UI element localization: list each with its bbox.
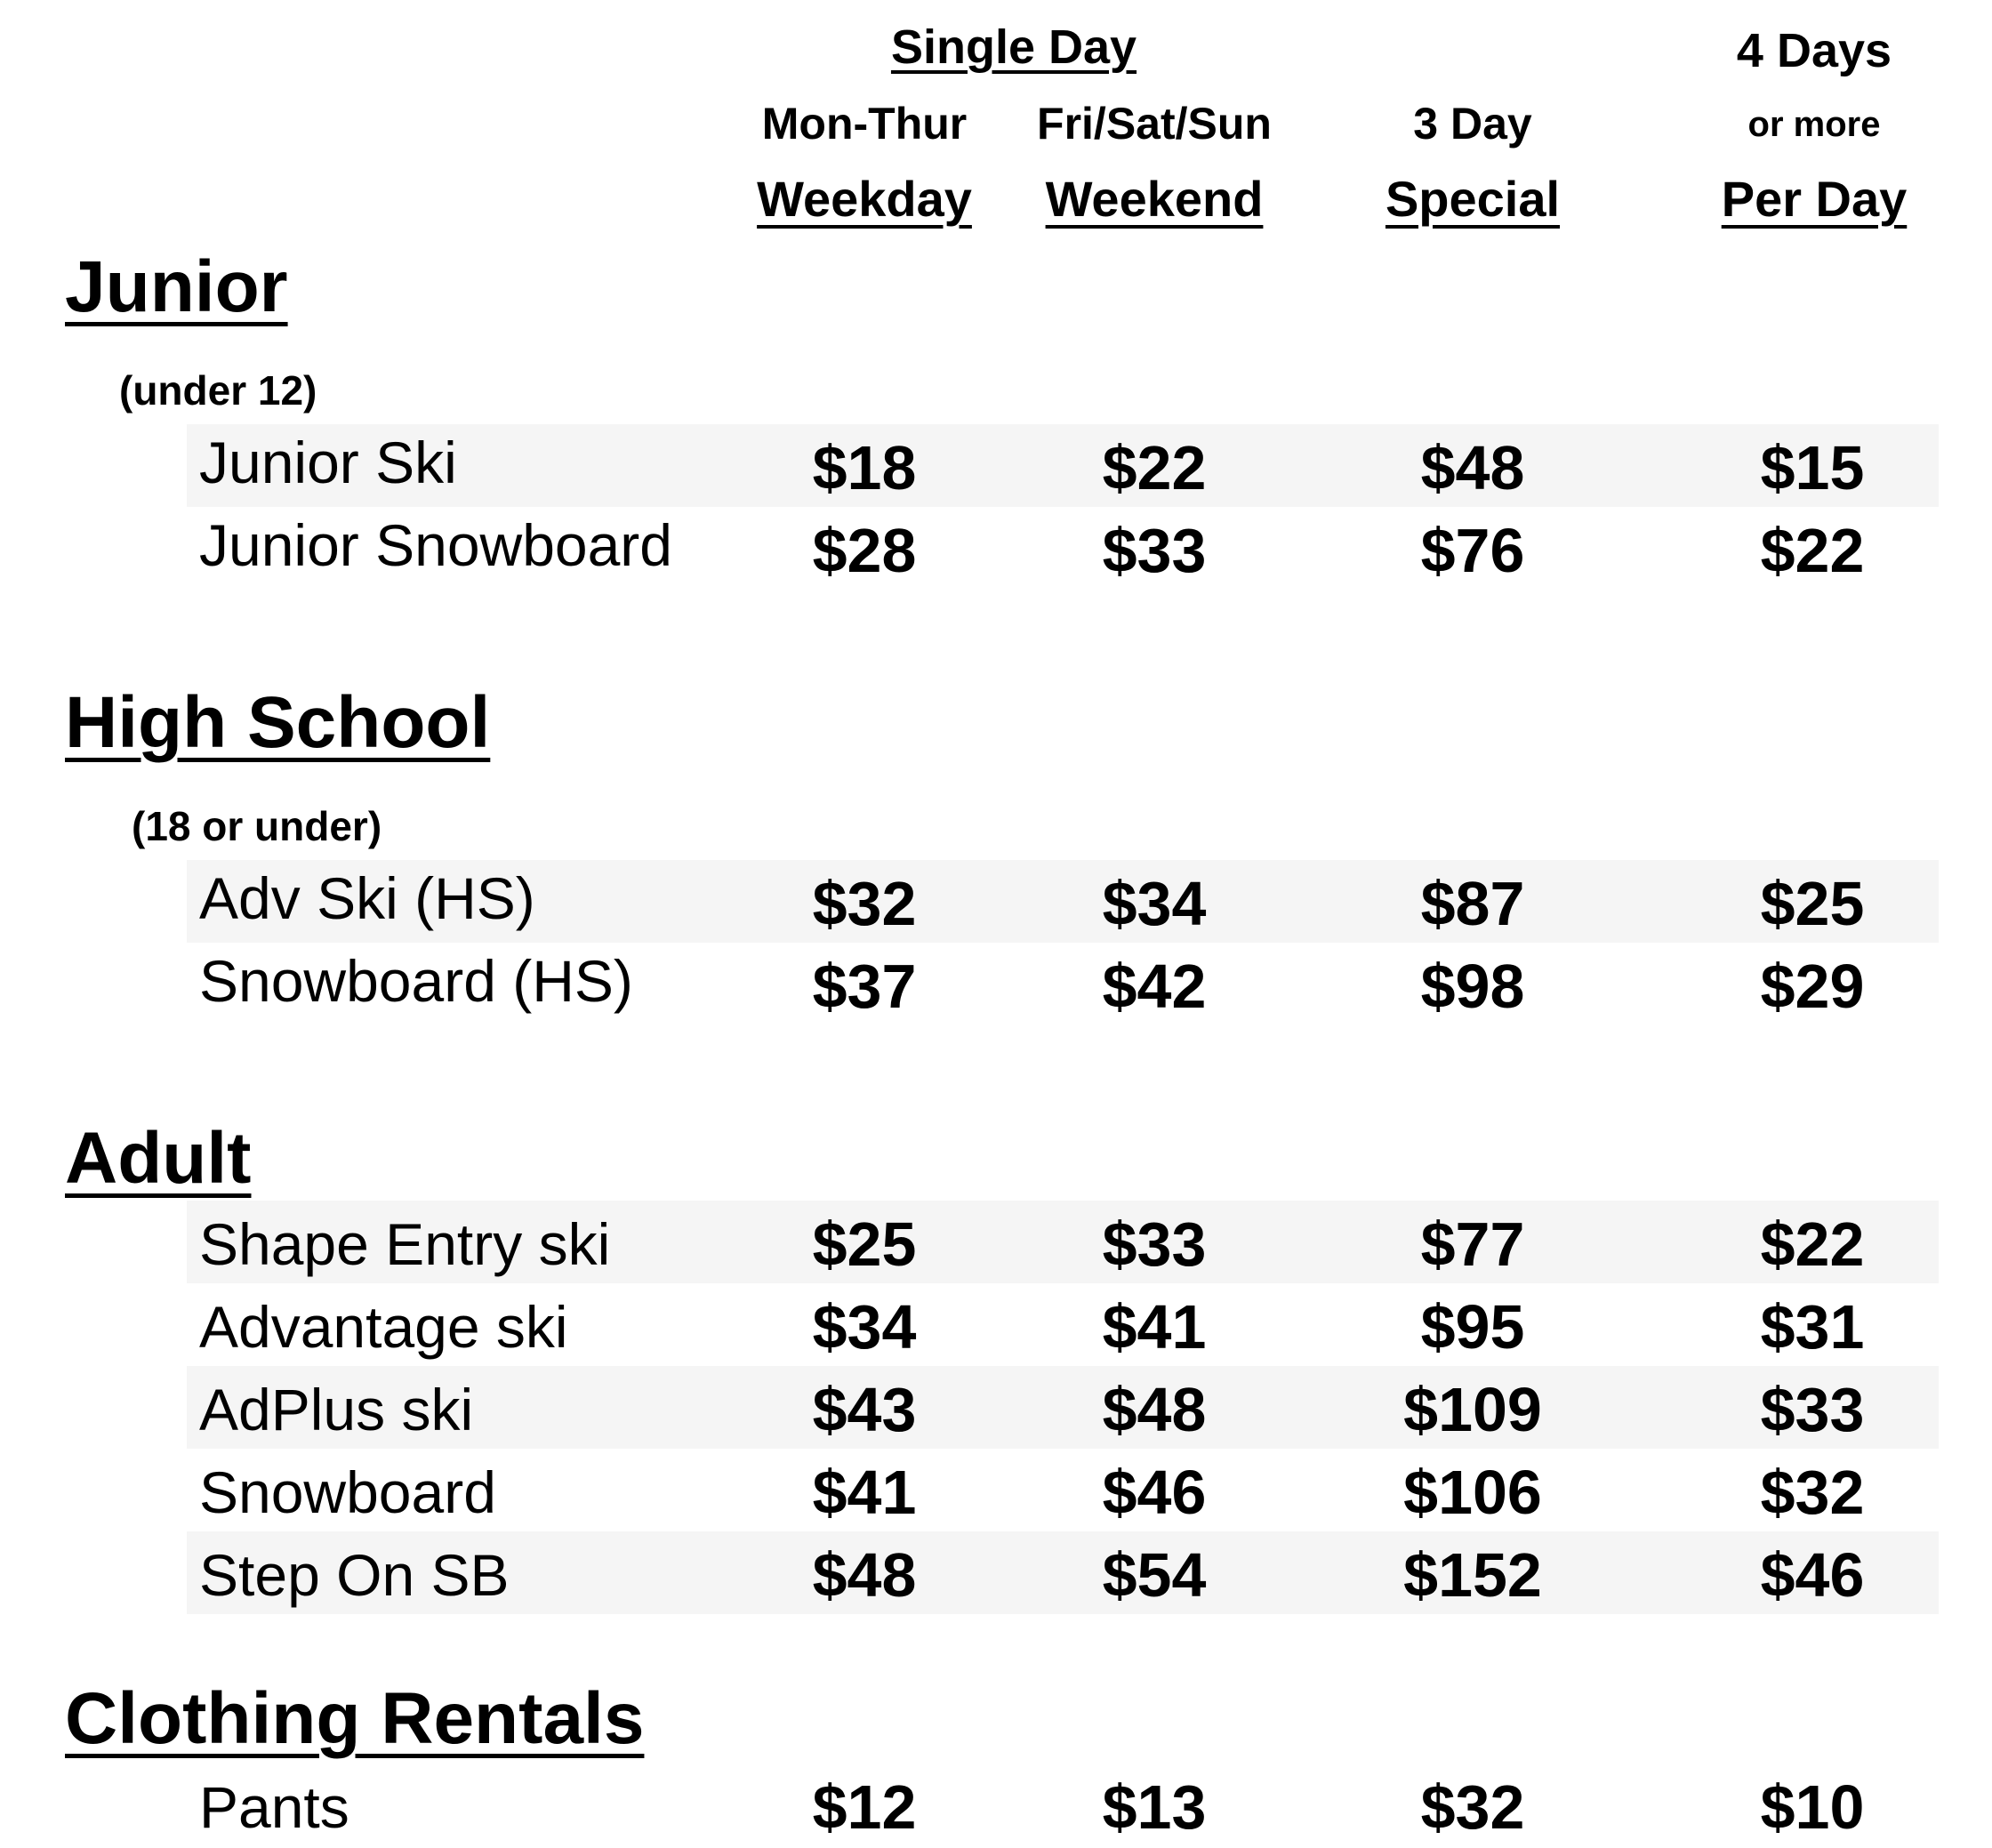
table-row	[187, 424, 1939, 507]
price-per-day: $33	[1760, 1375, 1865, 1444]
header-per-day: Per Day	[1721, 171, 1908, 227]
price-per-day: $22	[1760, 1209, 1865, 1279]
price-weekend: $41	[1102, 1292, 1207, 1362]
price-special: $109	[1403, 1375, 1542, 1444]
item-name: Adv Ski (HS)	[199, 865, 535, 931]
price-special: $95	[1420, 1292, 1525, 1362]
price-per-day: $46	[1760, 1540, 1865, 1610]
section-title-adult: Adult	[65, 1118, 252, 1199]
item-name: Pants	[199, 1774, 349, 1840]
item-name: Snowboard (HS)	[199, 948, 633, 1014]
header-mon-thur: Mon-Thur	[761, 99, 968, 149]
price-per-day: $15	[1760, 433, 1865, 502]
item-name: Snowboard	[199, 1459, 496, 1525]
table-row	[187, 1449, 1939, 1531]
section-subtitle-high-school: (18 or under)	[132, 803, 382, 849]
price-weekend: $13	[1102, 1772, 1207, 1842]
item-name: Junior Snowboard	[199, 512, 672, 578]
item-name: Shape Entry ski	[199, 1211, 611, 1277]
price-weekday: $28	[812, 516, 917, 585]
price-weekend: $34	[1102, 869, 1207, 938]
price-special: $48	[1420, 433, 1525, 502]
price-per-day: $31	[1760, 1292, 1865, 1362]
price-weekday: $37	[812, 952, 917, 1021]
header-weekday: Weekday	[757, 171, 972, 227]
header-fri-sat-sun: Fri/Sat/Sun	[1037, 99, 1272, 149]
price-weekend: $46	[1102, 1458, 1207, 1527]
price-weekday: $25	[812, 1209, 917, 1279]
price-per-day: $29	[1760, 952, 1865, 1021]
section-title-clothing-rentals: Clothing Rentals	[65, 1678, 645, 1759]
table-row	[187, 860, 1939, 943]
table-row	[187, 507, 1939, 590]
table-row	[187, 1283, 1939, 1366]
table-row	[187, 1366, 1939, 1449]
table-row	[187, 1765, 1939, 1848]
price-weekend: $48	[1102, 1375, 1207, 1444]
item-name: Junior Ski	[199, 430, 457, 495]
table-row	[187, 1531, 1939, 1614]
item-name: Step On SB	[199, 1542, 510, 1608]
header-three-day: 3 Day	[1413, 99, 1532, 149]
table-row	[187, 943, 1939, 1025]
price-weekend: $54	[1102, 1540, 1207, 1610]
price-weekday: $18	[812, 433, 917, 502]
price-per-day: $25	[1760, 869, 1865, 938]
price-special: $106	[1403, 1458, 1542, 1527]
price-weekday: $32	[812, 869, 917, 938]
price-special: $32	[1420, 1772, 1525, 1842]
section-subtitle-junior: (under 12)	[119, 367, 317, 414]
price-per-day: $10	[1760, 1772, 1865, 1842]
price-special: $87	[1420, 869, 1525, 938]
price-special: $76	[1420, 516, 1525, 585]
price-special: $152	[1403, 1540, 1542, 1610]
price-weekend: $42	[1102, 952, 1207, 1021]
table-row	[187, 1201, 1939, 1283]
price-weekday: $34	[812, 1292, 917, 1362]
header-weekend: Weekend	[1045, 171, 1264, 227]
item-name: AdPlus ski	[199, 1377, 474, 1442]
price-per-day: $22	[1760, 516, 1865, 585]
price-special: $98	[1420, 952, 1525, 1021]
header-single-day: Single Day	[890, 20, 1137, 74]
price-weekend: $33	[1102, 516, 1207, 585]
price-weekday: $48	[812, 1540, 917, 1610]
price-weekend: $22	[1102, 433, 1207, 502]
price-weekend: $33	[1102, 1209, 1207, 1279]
price-weekday: $43	[812, 1375, 917, 1444]
price-per-day: $32	[1760, 1458, 1865, 1527]
header-special: Special	[1385, 171, 1561, 227]
price-special: $77	[1420, 1209, 1525, 1279]
item-name: Advantage ski	[199, 1294, 568, 1360]
price-weekday: $41	[812, 1458, 917, 1527]
header-four-days: 4 Days	[1736, 24, 1892, 77]
header-or-more: or more	[1747, 105, 1881, 144]
section-title-junior: Junior	[65, 246, 288, 327]
price-weekday: $12	[812, 1772, 917, 1842]
section-title-high-school: High School	[65, 682, 491, 763]
